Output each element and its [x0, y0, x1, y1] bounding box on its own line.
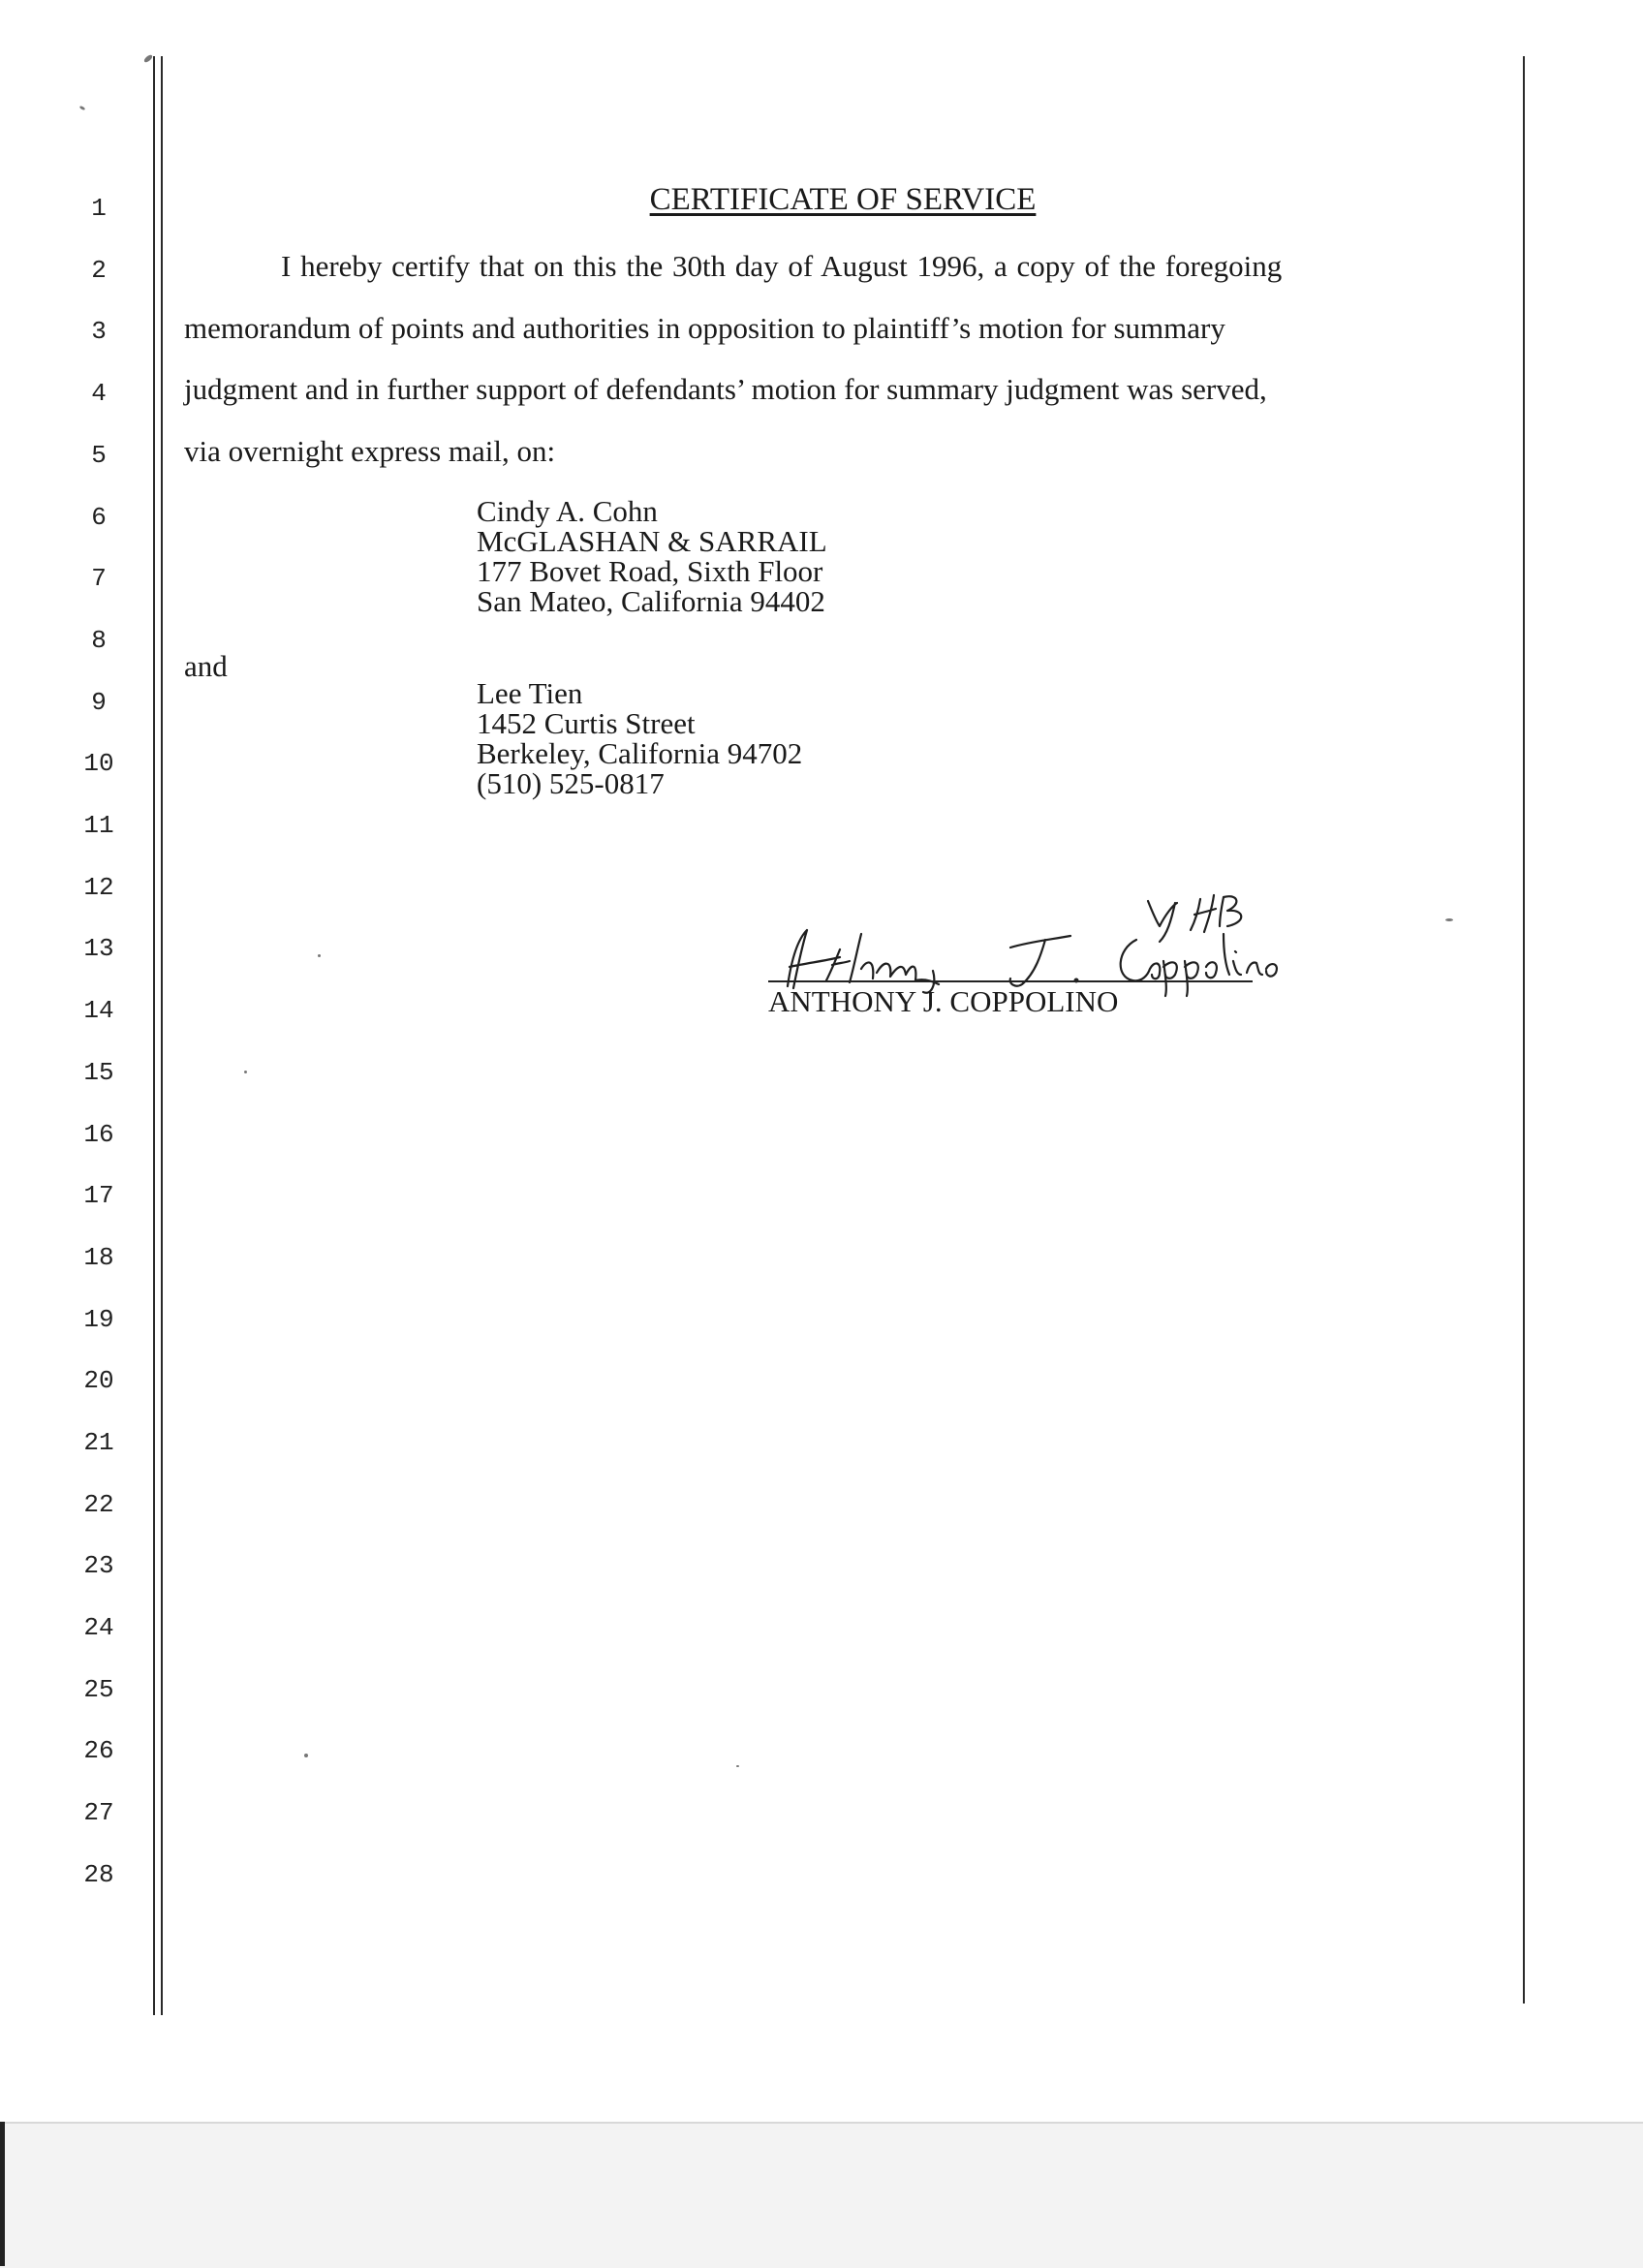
- line-number: 27: [83, 1798, 114, 1827]
- line-number: 5: [91, 441, 107, 470]
- line-number: 15: [83, 1058, 114, 1087]
- line-number: 8: [91, 626, 107, 655]
- recipient-city: Berkeley, California 94702: [477, 736, 803, 770]
- scan-edge: [0, 2122, 5, 2266]
- recipient-street: 1452 Curtis Street: [477, 706, 696, 740]
- line-number: 23: [83, 1551, 114, 1580]
- line-number: 9: [91, 688, 107, 717]
- line-number: 11: [83, 811, 114, 840]
- scan-speck: [318, 954, 321, 957]
- body-text-line: I hereby certify that on this the 30th day of August 1996, a copy of the foregoing: [281, 249, 1283, 283]
- line-number: 4: [91, 379, 107, 408]
- line-number: 13: [83, 934, 114, 963]
- line-number: 16: [83, 1120, 114, 1149]
- scan-speck: [143, 53, 154, 63]
- scan-speck: [244, 1071, 247, 1073]
- line-number: 7: [91, 564, 107, 593]
- right-margin-rule: [1523, 56, 1525, 2004]
- signer-printed-name: ANTHONY J. COPPOLINO: [768, 984, 1119, 1018]
- conjunction-and: and: [184, 649, 228, 683]
- scan-speck: [79, 106, 86, 111]
- scan-speck: [1445, 918, 1453, 921]
- line-number: 10: [83, 749, 114, 778]
- recipient-address-2: [477, 678, 802, 798]
- line-number: 28: [83, 1860, 114, 1889]
- line-number: 17: [83, 1181, 114, 1210]
- recipient-name: Cindy A. Cohn: [477, 494, 658, 528]
- scan-speck: [736, 1765, 739, 1767]
- body-text-line: judgment and in further support of defendants’ motion for summary judgment was served,: [184, 372, 1267, 406]
- left-margin-rule: [153, 56, 155, 2015]
- line-number: 19: [83, 1305, 114, 1334]
- line-number: 20: [83, 1366, 114, 1395]
- body-text-line: via overnight express mail, on:: [184, 434, 556, 468]
- line-number: 2: [91, 256, 107, 285]
- recipient-firm: McGLASHAN & SARRAIL: [477, 524, 827, 558]
- line-number: 22: [83, 1490, 114, 1519]
- body-text-line: memorandum of points and authorities in opposition to plaintiff’s motion for summary: [184, 311, 1225, 345]
- line-number: 1: [91, 194, 107, 223]
- recipient-city: San Mateo, California 94402: [477, 584, 825, 618]
- line-number: 12: [83, 873, 114, 902]
- line-number: 26: [83, 1736, 114, 1765]
- left-margin-rule-inner: [161, 56, 163, 2015]
- signature-line: [768, 980, 1253, 982]
- scan-speck: [304, 1754, 308, 1757]
- recipient-phone: (510) 525-0817: [477, 766, 665, 800]
- line-number: 6: [91, 503, 107, 532]
- document-title: CERTIFICATE OF SERVICE: [649, 182, 1037, 217]
- line-number: 18: [83, 1243, 114, 1272]
- line-number: 14: [83, 996, 114, 1025]
- line-number: 25: [83, 1675, 114, 1704]
- page-bottom-margin: [0, 2122, 1643, 2268]
- line-number: 24: [83, 1613, 114, 1642]
- line-number: 3: [91, 317, 107, 346]
- recipient-name: Lee Tien: [477, 676, 583, 710]
- recipient-street: 177 Bovet Road, Sixth Floor: [477, 554, 823, 588]
- line-number: 21: [83, 1428, 114, 1457]
- recipient-address-1: [477, 496, 827, 616]
